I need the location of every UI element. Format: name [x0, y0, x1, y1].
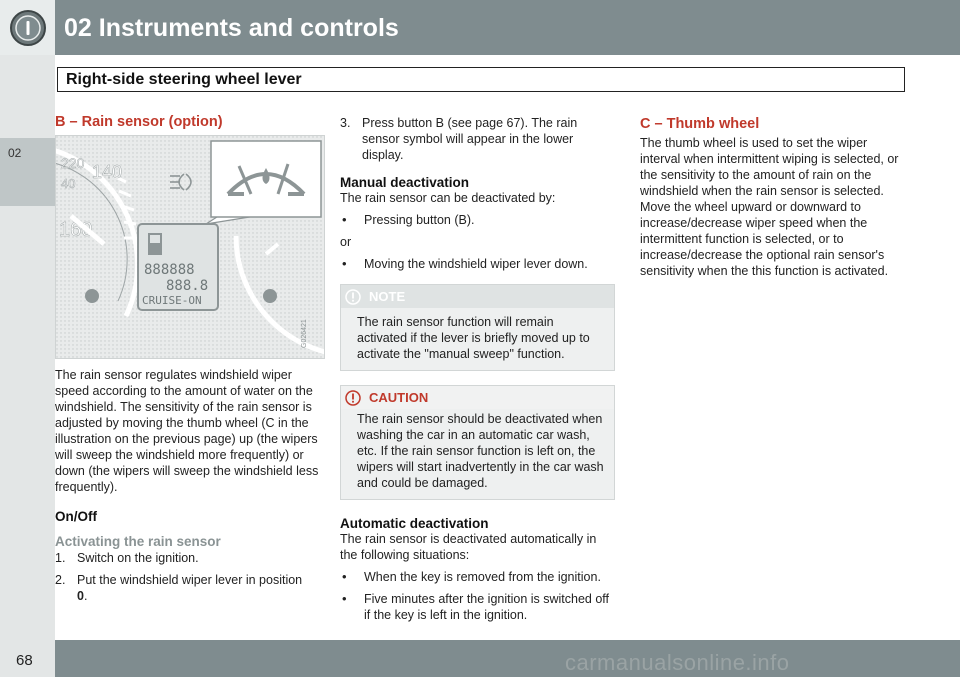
watermark: carmanualsonline.info — [565, 650, 790, 675]
activation-step-3 — [340, 115, 615, 163]
manual-deactivation-heading: Manual deactivation — [340, 175, 470, 190]
rain-sensor-intro: The rain sensor regulates windshield wiper speed according to the amount of water on the windshield. The sensitivity of the rain sensor is adjusted by moving the thumb wheel (C in the illustration on the previous page) up (the wipers will sweep the windshield more frequently) or down (the wipers will sweep the windshield less frequently). — [55, 368, 319, 494]
column-3 — [640, 116, 910, 279]
gauge-label: 140 — [92, 162, 123, 182]
note-label: NOTE — [369, 289, 406, 304]
display-digits: 888888 — [144, 262, 195, 278]
note-icon — [345, 289, 361, 305]
note-header — [341, 285, 614, 308]
list-item: • When the key is removed from the ignition. — [340, 569, 615, 585]
gauge-label: 160 — [59, 219, 93, 241]
column-1 — [55, 114, 325, 130]
list-item: • Pressing button (B). — [340, 212, 615, 228]
display-trip: 888.8 — [166, 278, 209, 294]
note-box — [340, 284, 615, 371]
rain-sensor-heading: B – Rain sensor (option) — [55, 114, 223, 130]
auto-bullets — [340, 569, 615, 623]
list-item: 1. Switch on the ignition. — [55, 551, 199, 565]
thumb-wheel-text: The thumb wheel is used to set the wiper interval when intermittent wiping is selected, or the sensitivity to the amount of rain on the windshield when the rain sensor is selected. Move the wheel upward or downward to increase/decrease wiper speed when the intermittent function is selected, or to increase/decrease the optional rain sensor's sensitivity when the this function is activated. — [640, 136, 899, 278]
manual-intro: The rain sensor can be deactivated by: — [340, 191, 556, 205]
caution-header — [341, 386, 614, 409]
chapter-title: 02 Instruments and controls — [64, 14, 399, 42]
section-title: Right-side steering wheel lever — [66, 71, 302, 88]
chapter-side-tab — [0, 138, 55, 206]
list-item: • Moving the windshield wiper lever down. — [340, 256, 615, 272]
page-number-box — [0, 640, 55, 677]
rain-sensor-illustration — [55, 135, 325, 359]
list-item: • Five minutes after the ignition is switched off if the key is left in the ignition. — [340, 591, 615, 623]
list-item: 3. Press button B (see page 67). The rain sensor symbol will appear in the lower display. — [340, 116, 578, 162]
thumb-wheel-heading: C – Thumb wheel — [640, 116, 760, 132]
caution-icon — [345, 390, 361, 406]
section-bar — [57, 67, 905, 92]
list-item: 2. Put the windshield wiper lever in position 0. — [55, 573, 303, 603]
column-1-body — [55, 367, 325, 604]
side-tab-label: 02 — [8, 146, 22, 160]
gauge-label: 220 — [61, 155, 85, 171]
column-2 — [340, 115, 615, 623]
note-text: The rain sensor function will remain activated if the lever is briefly moved up to activate the "manual sweep" function. — [357, 315, 590, 361]
manual-bullets — [340, 212, 615, 228]
page-footer — [0, 640, 960, 677]
activating-heading: Activating the rain sensor — [55, 534, 221, 549]
gauge-label: 40 — [61, 176, 76, 191]
caution-text: The rain sensor should be deactivated when washing the car in an automatic car wash, etc. If the rain sensor function is left on, the wipers will start inadvertently in the car wash and could be damaged. — [357, 412, 604, 490]
info-logo-icon — [0, 0, 55, 55]
or-text: or — [340, 235, 352, 249]
page-number: 68 — [16, 652, 33, 669]
figure-code: G026421 — [301, 319, 308, 348]
auto-intro: The rain sensor is deactivated automatically in the following situations: — [340, 532, 597, 562]
caution-label: CAUTION — [369, 390, 429, 405]
display-cruise: CRUISE-ON — [142, 294, 202, 307]
onoff-heading: On/Off — [55, 509, 97, 524]
activation-steps — [55, 550, 325, 604]
automatic-deactivation-heading: Automatic deactivation — [340, 516, 489, 531]
caution-box — [340, 385, 615, 500]
manual-bullets — [340, 256, 615, 272]
